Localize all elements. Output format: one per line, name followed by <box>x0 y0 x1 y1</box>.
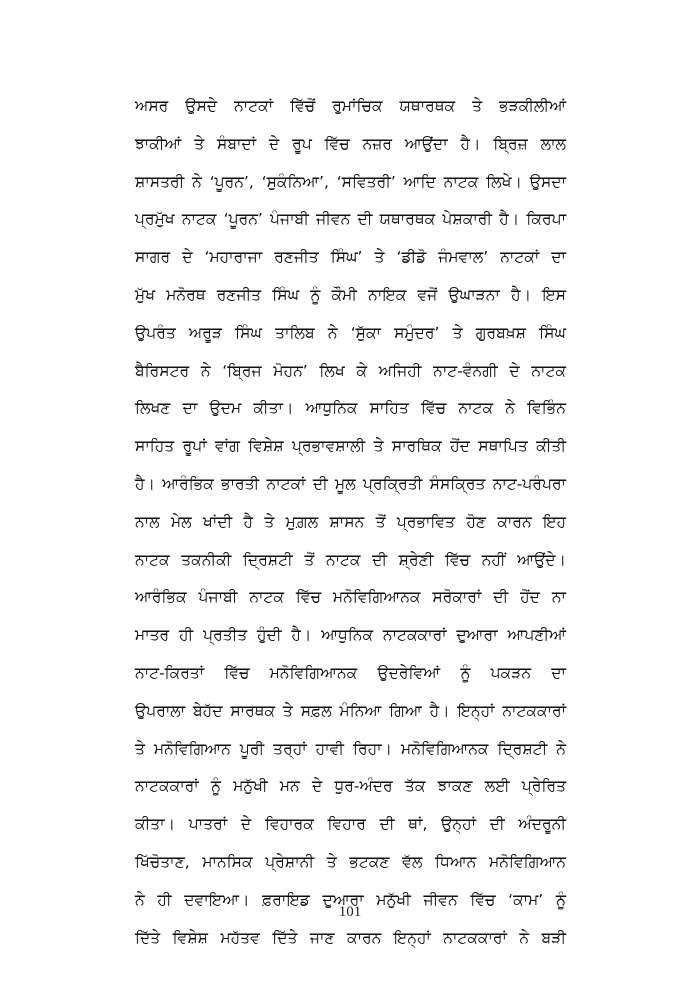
text-line: ਪ੍ਰਮੁੱਖ ਨਾਟਕ ‘ਪੂਰਨ’ ਪੰਜਾਬੀ ਜੀਵਨ ਦੀ ਯਥਾਰਥਕ ਪੇਸ਼ਕਾਰੀ ਹੈ। ਕਿਰਪਾ <box>135 210 566 229</box>
text-line: ਨੇ ਹੀ ਦਵਾਇਆ। ਫ਼ਰਾਇਡ ਦੁਆਰਾ ਮਨੁੱਖੀ ਜੀਵਨ ਵਿੱਚ ‘ਕਾਮ’ ਨੂੰ <box>135 890 566 909</box>
text-line: ਸਾਗਰ ਦੇ ‘ਮਹਾਰਾਜਾ ਰਣਜੀਤ ਸਿੰਘ’ ਤੇ ‘ਡੀਡੋ ਜੰਮਵਾਲ’ ਨਾਟਕਾਂ ਦਾ <box>135 248 566 267</box>
text-line: ਨਾਟਕਕਾਰਾਂ ਨੂੰ ਮਨੁੱਖੀ ਮਨ ਦੇ ਧੁਰ-ਅੰਦਰ ਤੱਕ ਝਾਕਣ ਲਈ ਪ੍ਰੇਰਿਤ <box>135 777 566 796</box>
text-line: ਆਰੰਭਿਕ ਪੰਜਾਬੀ ਨਾਟਕ ਵਿੱਚ ਮਨੋਵਿਗਿਆਨਕ ਸਰੋਕਾਰਾਂ ਦੀ ਹੋਂਦ ਨਾ <box>135 588 566 607</box>
text-line: ਨਾਲ ਮੇਲ ਖਾਂਦੀ ਹੈ ਤੇ ਮੁਗ਼ਲ ਸ਼ਾਸਨ ਤੋਂ ਪ੍ਰਭਾਵਿਤ ਹੋਣ ਕਾਰਨ ਇਹ <box>135 512 566 531</box>
text-line: ਉਪਰੰਤ ਅਰੂੜ ਸਿੰਘ ਤਾਲਿਬ ਨੇ ‘ਸੁੱਕਾ ਸਮੁੰਦਰ’ ਤੇ ਗੁਰਬਖ਼ਸ਼ ਸਿੰਘ <box>135 323 566 342</box>
text-line: ਕੀਤਾ। ਪਾਤਰਾਂ ਦੇ ਵਿਹਾਰਕ ਵਿਹਾਰ ਦੀ ਥਾਂ, ਉਨ੍ਹਾਂ ਦੀ ਅੰਦਰੂਨੀ <box>135 815 566 834</box>
text-line: ਨਾਟਕ ਤਕਨੀਕੀ ਦ੍ਰਿਸ਼ਟੀ ਤੋਂ ਨਾਟਕ ਦੀ ਸ਼੍ਰੇਣੀ ਵਿੱਚ ਨਹੀਂ ਆਉਂਦੇ। <box>135 550 566 569</box>
text-line: ਹੈ। ਆਰੰਭਿਕ ਭਾਰਤੀ ਨਾਟਕਾਂ ਦੀ ਮੂਲ ਪ੍ਰਕ੍ਰਿਤੀ ਸੰਸਕ੍ਰਿਤ ਨਾਟ-ਪਰੰਪਰਾ <box>135 474 566 493</box>
page-number: 101 <box>338 904 362 920</box>
text-line: ਸਾਹਿਤ ਰੂਪਾਂ ਵਾਂਗ ਵਿਸ਼ੇਸ਼ ਪ੍ਰਭਾਵਸ਼ਾਲੀ ਤੇ ਸਾਰਥਿਕ ਹੋਂਦ ਸਥਾਪਿਤ ਕੀਤੀ <box>135 437 566 456</box>
text-line: ਤੇ ਮਨੋਵਿਗਿਆਨ ਪੂਰੀ ਤਰ੍ਹਾਂ ਹਾਵੀ ਰਿਹਾ। ਮਨੋਵਿਗਿਆਨਕ ਦ੍ਰਿਸ਼ਟੀ ਨੇ <box>135 739 566 758</box>
text-line: ਮਾਤਰ ਹੀ ਪ੍ਰਤੀਤ ਹੁੰਦੀ ਹੈ। ਆਧੁਨਿਕ ਨਾਟਕਕਾਰਾਂ ਦੁਆਰਾ ਆਪਣੀਆਂ <box>135 626 566 645</box>
text-line: ਮੁੱਖ ਮਨੋਰਥ ਰਣਜੀਤ ਸਿੰਘ ਨੂੰ ਕੌਮੀ ਨਾਇਕ ਵਜੋਂ ਉਘਾੜਨਾ ਹੈ। ਇਸ <box>135 285 566 304</box>
body-text <box>135 88 566 957</box>
text-line: ਸ਼ਾਸਤਰੀ ਨੇ ‘ਪੂਰਨ’, ‘ਸੁਕੰਨਿਆ’, ‘ਸਵਿਤਰੀ’ ਆਦਿ ਨਾਟਕ ਲਿਖੇ। ਉਸਦਾ <box>135 172 566 191</box>
text-line: ਲਿਖਣ ਦਾ ਉਦਮ ਕੀਤਾ। ਆਧੁਨਿਕ ਸਾਹਿਤ ਵਿੱਚ ਨਾਟਕ ਨੇ ਵਿਭਿੰਨ <box>135 399 566 418</box>
text-line: ਬੈਰਿਸਟਰ ਨੇ ‘ਬ੍ਰਿਜ ਮੋਹਨ’ ਲਿਖ ਕੇ ਅਜਿਹੀ ਨਾਟ-ਵੰਨਗੀ ਦੇ ਨਾਟਕ <box>135 361 566 380</box>
text-line: ਝਾਕੀਆਂ ਤੇ ਸੰਬਾਦਾਂ ਦੇ ਰੂਪ ਵਿੱਚ ਨਜ਼ਰ ਆਉਂਦਾ ਹੈ। ਬ੍ਰਿਜ਼ ਲਾਲ <box>135 134 566 153</box>
text-line: ਨਾਟ-ਕਿਰਤਾਂ ਵਿੱਚ ਮਨੋਵਿਗਿਆਨਕ ਉਦਰੇਵਿਆਂ ਨੂੰ ਪਕੜਨ ਦਾ <box>135 663 566 682</box>
text-line: ਅਸਰ ਉਸਦੇ ਨਾਟਕਾਂ ਵਿੱਚੋਂ ਰੁਮਾਂਚਿਕ ਯਥਾਰਥਕ ਤੇ ਭੜਕੀਲੀਆਂ <box>135 97 566 115</box>
text-line: ਦਿੱਤੇ ਵਿਸ਼ੇਸ਼ ਮਹੱਤਵ ਦਿੱਤੇ ਜਾਣ ਕਾਰਨ ਇਨ੍ਹਾਂ ਨਾਟਕਕਾਰਾਂ ਨੇ ਬੜੀ <box>135 928 566 947</box>
text-line: ਖਿੱਚੋਤਾਣ, ਮਾਨਸਿਕ ਪ੍ਰੇਸ਼ਾਨੀ ਤੇ ਭਟਕਣ ਵੱਲ ਧਿਆਨ ਮਨੋਵਿਗਿਆਨ <box>135 852 566 871</box>
text-line: ਉਪਰਾਲਾ ਬੇਹੱਦ ਸਾਰਥਕ ਤੇ ਸਫ਼ਲ ਮੰਨਿਆ ਗਿਆ ਹੈ। ਇਨ੍ਹਾਂ ਨਾਟਕਕਾਰਾਂ <box>135 701 566 720</box>
